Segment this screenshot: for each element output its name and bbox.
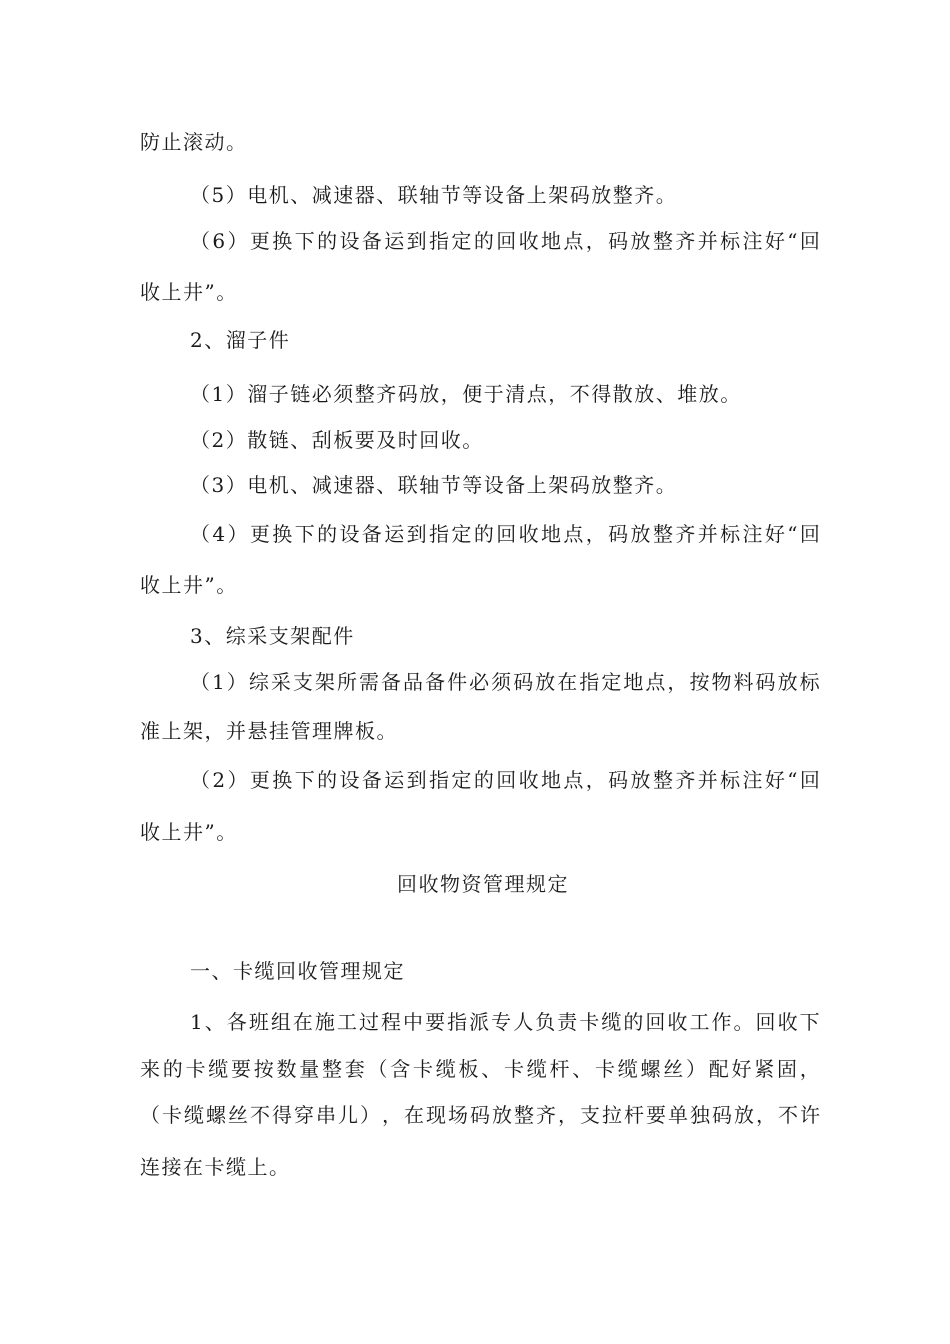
- glyph: 备: [381, 670, 402, 694]
- paragraph-line: [190, 1008, 820, 1036]
- glyph: 回: [496, 229, 517, 253]
- glyph: 码: [608, 768, 629, 792]
- glyph: 班: [248, 1010, 269, 1034]
- glyph: 回: [496, 768, 517, 792]
- glyph: 要: [425, 1010, 446, 1034]
- glyph: 品: [403, 670, 424, 694]
- glyph: 下: [294, 522, 315, 546]
- glyph: 标: [720, 229, 741, 253]
- list-item: （3）电机、减速器、联轴节等设备上架码放整齐。: [190, 473, 678, 497]
- glyph: 要: [646, 1103, 666, 1127]
- glyph: 回: [645, 1010, 666, 1034]
- glyph: 点: [645, 670, 666, 694]
- glyph: 场: [448, 1103, 468, 1127]
- glyph: 缆: [208, 1057, 229, 1081]
- glyph: 责: [557, 1010, 578, 1034]
- glyph: 下: [294, 229, 315, 253]
- glyph: 放: [777, 670, 798, 694]
- glyph: 点: [563, 229, 584, 253]
- glyph: 收: [518, 768, 539, 792]
- glyph: 拉: [602, 1103, 622, 1127]
- glyph: 卡: [185, 1057, 206, 1081]
- paragraph-line: 收上井”。: [140, 280, 238, 304]
- glyph: （: [190, 229, 210, 253]
- list-item: [190, 520, 820, 548]
- glyph: 按: [253, 1057, 274, 1081]
- glyph: “: [787, 522, 798, 546]
- glyph: 的: [473, 768, 494, 792]
- glyph: 穿: [294, 1103, 314, 1127]
- glyph: 卡: [579, 1010, 600, 1034]
- glyph: 丝: [663, 1057, 684, 1081]
- glyph: （: [190, 522, 210, 546]
- glyph: 支: [580, 1103, 600, 1127]
- glyph: 到: [406, 522, 427, 546]
- glyph: 综: [248, 670, 269, 694]
- glyph: 整: [652, 522, 673, 546]
- glyph: 料: [733, 670, 754, 694]
- glyph: 过: [358, 1010, 379, 1034]
- glyph: ）: [360, 1103, 380, 1127]
- glyph: 定: [451, 522, 472, 546]
- glyph: 齐: [536, 1103, 556, 1127]
- glyph: 缆: [526, 1057, 547, 1081]
- document-title: 回收物资管理规定: [397, 872, 569, 896]
- glyph: （: [140, 1103, 160, 1127]
- glyph: 并: [697, 768, 718, 792]
- glyph: 备: [425, 670, 446, 694]
- glyph: 。: [733, 1010, 754, 1034]
- glyph: 收: [667, 1010, 688, 1034]
- list-item: [190, 227, 820, 255]
- paragraph-line: 准上架，并悬挂管理牌板。: [140, 719, 398, 743]
- glyph: 设: [339, 522, 360, 546]
- glyph: 码: [608, 522, 629, 546]
- glyph: 程: [381, 1010, 402, 1034]
- glyph: 指: [429, 229, 450, 253]
- glyph: 齐: [675, 768, 696, 792]
- glyph: 采: [270, 670, 291, 694]
- section-heading: 3、综采支架配件: [190, 624, 355, 648]
- glyph: 指: [429, 768, 450, 792]
- glyph: 运: [384, 768, 405, 792]
- glyph: 的: [162, 1057, 183, 1081]
- glyph: 放: [734, 1103, 754, 1127]
- glyph: 人: [513, 1010, 534, 1034]
- glyph: 到: [406, 768, 427, 792]
- glyph: 齐: [675, 522, 696, 546]
- glyph: 、: [481, 1057, 502, 1081]
- glyph: 整: [322, 1057, 342, 1081]
- glyph: 、: [204, 1010, 225, 1034]
- glyph: 运: [384, 229, 405, 253]
- glyph: 卡: [162, 1103, 182, 1127]
- glyph: 组: [270, 1010, 291, 1034]
- glyph: 设: [339, 229, 360, 253]
- glyph: 点: [563, 522, 584, 546]
- glyph: 必: [469, 670, 490, 694]
- glyph: 整: [652, 229, 673, 253]
- glyph: 运: [384, 522, 405, 546]
- glyph: 放: [492, 1103, 512, 1127]
- glyph: 放: [630, 229, 651, 253]
- glyph: 缆: [435, 1057, 456, 1081]
- glyph: 的: [473, 522, 494, 546]
- glyph: 许: [800, 1103, 820, 1127]
- glyph: 杆: [549, 1057, 570, 1081]
- glyph: 1: [212, 670, 225, 694]
- glyph: ，: [558, 1103, 578, 1127]
- glyph: 放: [630, 522, 651, 546]
- glyph: 码: [470, 1103, 490, 1127]
- glyph: 须: [491, 670, 512, 694]
- glyph: 地: [540, 229, 561, 253]
- glyph: 支: [292, 670, 313, 694]
- glyph: 串: [316, 1103, 336, 1127]
- glyph: 好: [764, 229, 785, 253]
- glyph: 收: [518, 522, 539, 546]
- glyph: 备: [361, 522, 382, 546]
- list-item: （5）电机、减速器、联轴节等设备上架码放整齐。: [190, 183, 678, 207]
- glyph: 负: [535, 1010, 556, 1034]
- glyph: 换: [272, 768, 293, 792]
- glyph: 设: [339, 768, 360, 792]
- glyph: 更: [249, 522, 270, 546]
- list-item: [190, 668, 820, 696]
- glyph: 在: [292, 1010, 313, 1034]
- section-heading: 一、卡缆回收管理规定: [190, 959, 405, 983]
- glyph: 6: [212, 229, 226, 253]
- paragraph-line: 收上井”。: [140, 573, 238, 597]
- glyph: （: [190, 768, 210, 792]
- paragraph-line: [140, 1101, 820, 1129]
- glyph: 整: [514, 1103, 534, 1127]
- glyph: 在: [404, 1103, 424, 1127]
- glyph: 得: [272, 1103, 292, 1127]
- glyph: 套: [344, 1057, 365, 1081]
- glyph: ，: [585, 522, 606, 546]
- glyph: 地: [623, 670, 644, 694]
- glyph: 注: [742, 522, 763, 546]
- glyph: 回: [799, 768, 820, 792]
- glyph: 好: [731, 1057, 752, 1081]
- glyph: 丝: [228, 1103, 248, 1127]
- glyph: 在: [557, 670, 578, 694]
- glyph: 作: [711, 1010, 732, 1034]
- glyph: 的: [623, 1010, 644, 1034]
- list-item: （1）溜子链必须整齐码放，便于清点，不得散放、堆放。: [190, 382, 742, 406]
- glyph: 的: [317, 229, 338, 253]
- glyph: 下: [294, 768, 315, 792]
- glyph: 按: [689, 670, 710, 694]
- glyph: 需: [358, 670, 379, 694]
- glyph: 指: [579, 670, 600, 694]
- glyph: 定: [601, 670, 622, 694]
- glyph: 架: [314, 670, 335, 694]
- glyph: 换: [272, 229, 293, 253]
- glyph: 下: [799, 1010, 820, 1034]
- glyph: 备: [361, 229, 382, 253]
- glyph: 放: [630, 768, 651, 792]
- glyph: 现: [426, 1103, 446, 1127]
- glyph: （: [367, 1057, 388, 1081]
- glyph: 回: [496, 522, 517, 546]
- glyph: ，: [585, 229, 606, 253]
- glyph: 地: [540, 768, 561, 792]
- glyph: 备: [361, 768, 382, 792]
- glyph: ）: [227, 768, 248, 792]
- glyph: 回: [755, 1010, 776, 1034]
- glyph: 卡: [595, 1057, 615, 1081]
- paragraph-line: 防止滚动。: [140, 130, 248, 154]
- glyph: 指: [447, 1010, 468, 1034]
- glyph: ）: [227, 229, 248, 253]
- glyph: “: [787, 768, 798, 792]
- glyph: 回: [799, 522, 820, 546]
- glyph: 回: [799, 229, 820, 253]
- glyph: 码: [712, 1103, 732, 1127]
- glyph: 指: [429, 522, 450, 546]
- glyph: 固: [777, 1057, 797, 1081]
- glyph: 配: [708, 1057, 729, 1081]
- glyph: （: [190, 670, 210, 694]
- glyph: 儿: [338, 1103, 358, 1127]
- glyph: 收: [518, 229, 539, 253]
- glyph: 更: [249, 229, 270, 253]
- glyph: 到: [406, 229, 427, 253]
- glyph: 标: [799, 670, 820, 694]
- section-heading: 2、溜子件: [190, 328, 291, 352]
- paragraph-line: 连接在卡缆上。: [140, 1155, 291, 1179]
- glyph: 工: [689, 1010, 710, 1034]
- glyph: ）: [226, 670, 247, 694]
- glyph: 单: [668, 1103, 688, 1127]
- glyph: 独: [690, 1103, 710, 1127]
- glyph: ，: [382, 1103, 402, 1127]
- glyph: ，: [756, 1103, 776, 1127]
- glyph: 工: [336, 1010, 357, 1034]
- glyph: 要: [231, 1057, 251, 1081]
- glyph: 杆: [624, 1103, 644, 1127]
- glyph: 螺: [640, 1057, 661, 1081]
- glyph: 注: [742, 768, 763, 792]
- glyph: 更: [249, 768, 270, 792]
- glyph: 2: [212, 768, 226, 792]
- glyph: 专: [491, 1010, 512, 1034]
- glyph: 、: [572, 1057, 593, 1081]
- glyph: 整: [652, 768, 673, 792]
- glyph: 1: [190, 1010, 203, 1034]
- glyph: 卡: [504, 1057, 524, 1081]
- glyph: 注: [742, 229, 763, 253]
- glyph: 缆: [601, 1010, 622, 1034]
- glyph: 码: [755, 670, 776, 694]
- glyph: ）: [686, 1057, 706, 1081]
- list-item: （2）散链、刮板要及时回收。: [190, 428, 484, 452]
- glyph: 点: [563, 768, 584, 792]
- glyph: 数: [276, 1057, 297, 1081]
- list-item: [190, 766, 820, 794]
- glyph: 件: [447, 670, 468, 694]
- glyph: 来: [140, 1057, 160, 1081]
- glyph: ，: [585, 768, 606, 792]
- glyph: 并: [697, 522, 718, 546]
- glyph: 的: [317, 522, 338, 546]
- glyph: 换: [272, 522, 293, 546]
- glyph: 缆: [617, 1057, 638, 1081]
- glyph: 派: [469, 1010, 490, 1034]
- glyph: 放: [535, 670, 556, 694]
- glyph: 好: [764, 768, 785, 792]
- glyph: 中: [403, 1010, 424, 1034]
- glyph: 的: [317, 768, 338, 792]
- glyph: ）: [227, 522, 248, 546]
- glyph: 收: [777, 1010, 798, 1034]
- glyph: 定: [451, 768, 472, 792]
- glyph: 好: [764, 522, 785, 546]
- glyph: “: [787, 229, 798, 253]
- paragraph-line: [140, 1055, 820, 1083]
- glyph: ，: [799, 1057, 820, 1081]
- glyph: 螺: [206, 1103, 226, 1127]
- glyph: 码: [608, 229, 629, 253]
- glyph: ，: [667, 670, 688, 694]
- glyph: 量: [299, 1057, 320, 1081]
- glyph: 含: [390, 1057, 411, 1081]
- glyph: 4: [212, 522, 226, 546]
- glyph: 标: [720, 522, 741, 546]
- glyph: 地: [540, 522, 561, 546]
- glyph: 并: [697, 229, 718, 253]
- glyph: 标: [720, 768, 741, 792]
- glyph: 卡: [413, 1057, 433, 1081]
- glyph: 物: [711, 670, 732, 694]
- glyph: 的: [473, 229, 494, 253]
- glyph: 施: [314, 1010, 335, 1034]
- glyph: 紧: [754, 1057, 775, 1081]
- glyph: 不: [250, 1103, 270, 1127]
- glyph: 缆: [184, 1103, 204, 1127]
- glyph: 所: [336, 670, 357, 694]
- glyph: 不: [778, 1103, 798, 1127]
- glyph: 定: [451, 229, 472, 253]
- glyph: 各: [226, 1010, 247, 1034]
- glyph: 码: [513, 670, 534, 694]
- paragraph-line: 收上井”。: [140, 820, 238, 844]
- glyph: 齐: [675, 229, 696, 253]
- glyph: 板: [458, 1057, 479, 1081]
